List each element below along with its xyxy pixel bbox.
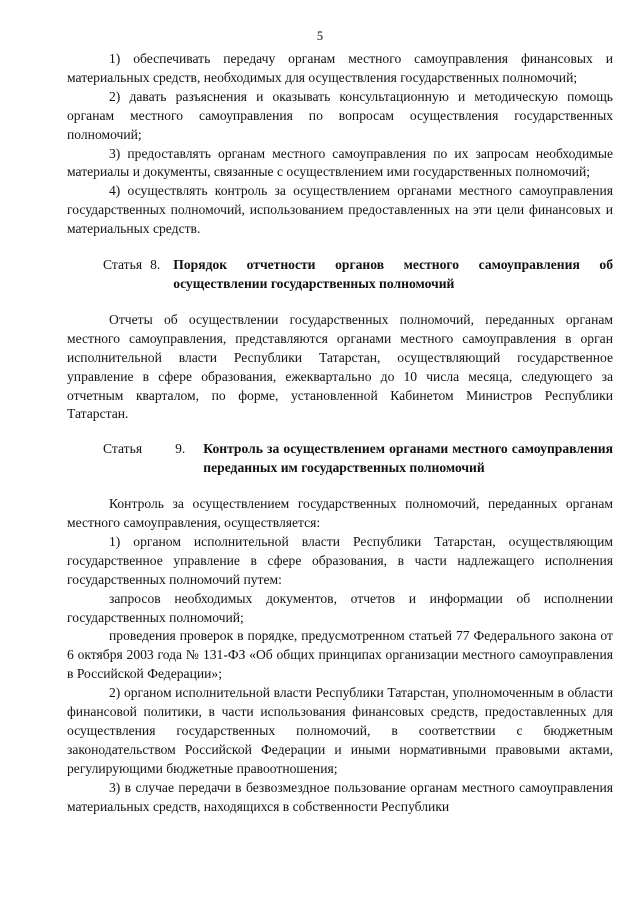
article-9-paragraph: 2) органом исполнительной власти Республики Татарстан, уполномоченным в области финансовой политики, в части использования финансовых средств, предоставленных для осуществления государственных полномочий, в соответствии с бюджетным законодательством Российской Федерации и иными нормативными правовыми актами, регулирующими бюджетные правоотношения; xyxy=(67,685,613,776)
list-item: 3) предоставлять органам местного самоуправления по их запросам необходимые материалы и документы, связанные с осуществлением ими государственных полномочий; xyxy=(67,145,613,180)
article-9-paragraph: проведения проверок в порядке, предусмотренном статьей 77 Федерального закона от 6 октября 2003 года № 131-ФЗ «Об общих принципах организации местного самоуправления в Российской Федерации»; xyxy=(67,628,613,682)
article-9-heading xyxy=(67,440,613,478)
list-item: 2) давать разъяснения и оказывать консультационную и методическую помощь органам местного самоуправления по вопросам осуществления государственных полномочий; xyxy=(67,88,613,142)
list-item: 4) осуществлять контроль за осуществлением органами местного самоуправления государственных полномочий, использованием предоставленных на эти цели финансовых и материальных средств. xyxy=(67,183,613,237)
document-body xyxy=(67,50,613,817)
list-item: 1) обеспечивать передачу органам местного самоуправления финансовых и материальных средств, необходимых для осуществления государственных полномочий; xyxy=(67,51,613,85)
article-8-title: Порядок отчетности органов местного самоуправления об осуществлении государственных полномочий xyxy=(173,257,613,291)
article-9-paragraph: запросов необходимых документов, отчетов и информации об исполнении государственных полномочий; xyxy=(67,590,613,625)
article-8-body: Отчеты об осуществлении государственных полномочий, переданных органам местного самоуправления, представляются органами местного самоуправления в орган исполнительной власти Республики Татарстан, осуществляющий государственное управление в сфере образования, ежеквартально до 10 числа месяца, следующего за отчетным кварталом, по форме, установленной Кабинетом Министров Республики Татарстан. xyxy=(67,311,613,422)
page-number: 5 xyxy=(316,29,324,43)
article-8-number: 8. xyxy=(150,257,161,273)
article-8-heading xyxy=(67,256,613,294)
article-9-paragraph: 1) органом исполнительной власти Республики Татарстан, осуществляющим государственное управление в сфере образования, в части надлежащего исполнения государственных полномочий путем: xyxy=(67,533,613,587)
article-9-title: Контроль за осуществлением органами местного самоуправления переданных им государственных полномочий xyxy=(203,441,613,476)
article-8-label: Статья xyxy=(103,257,143,273)
article-9-paragraph: Контроль за осуществлением государственных полномочий, переданных органам местного самоуправления, осуществляется: xyxy=(67,496,613,531)
article-9-number: 9. xyxy=(175,441,186,457)
article-9-paragraph: 3) в случае передачи в безвозмездное пользование органам местного самоуправления материальных средств, находящихся в собственности Республики xyxy=(67,779,613,814)
article-9-label: Статья xyxy=(103,441,143,457)
